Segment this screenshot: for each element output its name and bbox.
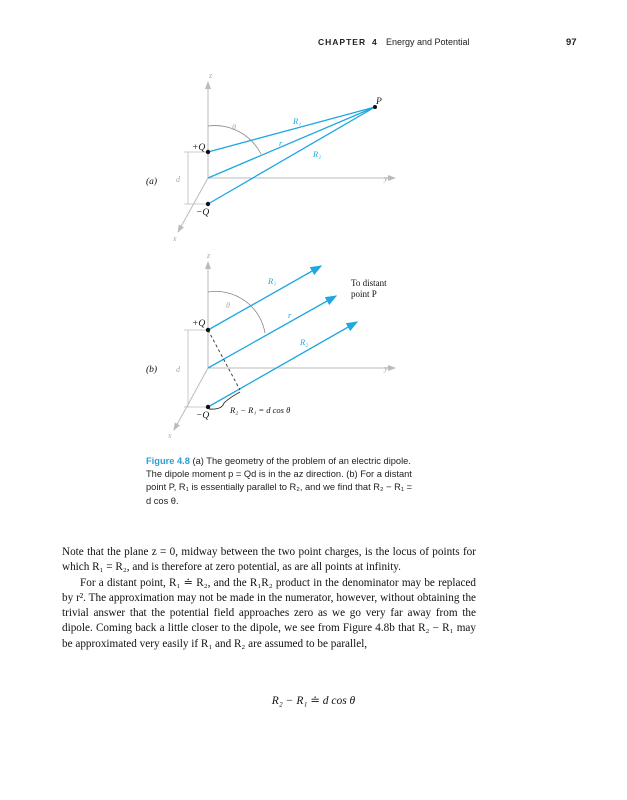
negative-charge-b <box>206 405 210 409</box>
theta-label-a: θ <box>232 123 236 132</box>
r2-label-a: R₂ <box>313 149 322 159</box>
x-label-b: x <box>168 431 172 440</box>
paragraph-1: Note that the plane z = 0, midway between the two point charges, is the locus of points for which R₁ = R₂, and is therefore at zero potential, as are all points at infinity. <box>62 546 476 574</box>
plus-q-label-a: +Q <box>192 143 206 153</box>
d-label-b: d <box>176 365 180 374</box>
y-label-b: y <box>384 364 388 373</box>
r1-label-a: R₁ <box>293 116 302 126</box>
difference-label: R₂ − R₁ = d cos θ <box>230 405 291 415</box>
negative-charge-a <box>206 202 210 206</box>
equation-text: R₂ − R₁ ≐ d cos θ <box>271 695 356 707</box>
d-label-a: d <box>176 175 180 184</box>
minus-q-label-b: −Q <box>196 411 210 421</box>
chapter-title: Energy and Potential <box>386 37 470 47</box>
z-label-a: z <box>209 71 213 80</box>
r-label-a: r <box>279 138 283 148</box>
distant-point-line1: To distant <box>351 278 387 288</box>
panel-a-label: (a) <box>146 177 158 187</box>
x-label-a: x <box>173 234 177 243</box>
projection-dashed-line <box>208 330 240 390</box>
theta-label-b: θ <box>226 301 230 310</box>
panel-b-label: (b) <box>146 365 158 375</box>
r1-arrow-b <box>208 266 321 330</box>
x-axis-a <box>178 178 208 232</box>
z-label-b: z <box>207 251 211 260</box>
y-label-a: y <box>384 174 388 183</box>
panel-b <box>146 251 395 440</box>
chapter-label: CHAPTER <box>318 37 367 47</box>
chapter-number: 4 <box>372 37 377 47</box>
paragraph-2: For a distant point, R₁ ≐ R₂, and the R₁R₂ product in the denominator may be replaced by r². The approximation may not be made in the numerator, however, without obtaining the trivial answer that the potential field approaches zero as we go very far away from the dipole. Coming back a little closer to the dipole, we see from Figure 4.8b that R₂ − R₁ may be approximated very easily if R₁ and R₂ are assumed to be parallel, <box>62 576 476 650</box>
body-text <box>62 545 476 652</box>
plus-q-label-b: +Q <box>192 319 206 329</box>
r2-arrow-b <box>208 322 357 407</box>
theta-arc-b <box>208 291 265 333</box>
distant-point-line2: point P <box>351 289 377 299</box>
r-label-b: r <box>288 310 292 320</box>
equation <box>0 693 627 707</box>
positive-charge-b <box>206 328 210 332</box>
r1-label-b: R₁ <box>268 276 277 286</box>
page-number: 97 <box>566 37 577 48</box>
figure-caption <box>146 455 414 508</box>
caption-text: (a) The geometry of the problem of an electric dipole. The dipole moment p = Qd is in the az direction. (b) For a distant point P, R₁ is essentially parallel to R₂, and we find that R₂ − R₁ = d cos θ. <box>146 456 413 506</box>
r-line-a <box>208 107 375 178</box>
p-label-a: P <box>376 97 382 107</box>
panel-a <box>146 71 395 243</box>
r2-line-a <box>208 107 375 204</box>
positive-charge-a <box>206 150 210 154</box>
r2-label-b: R₂ <box>300 337 309 347</box>
minus-q-label-a: −Q <box>196 208 210 218</box>
caption-label: Figure 4.8 <box>146 456 190 466</box>
